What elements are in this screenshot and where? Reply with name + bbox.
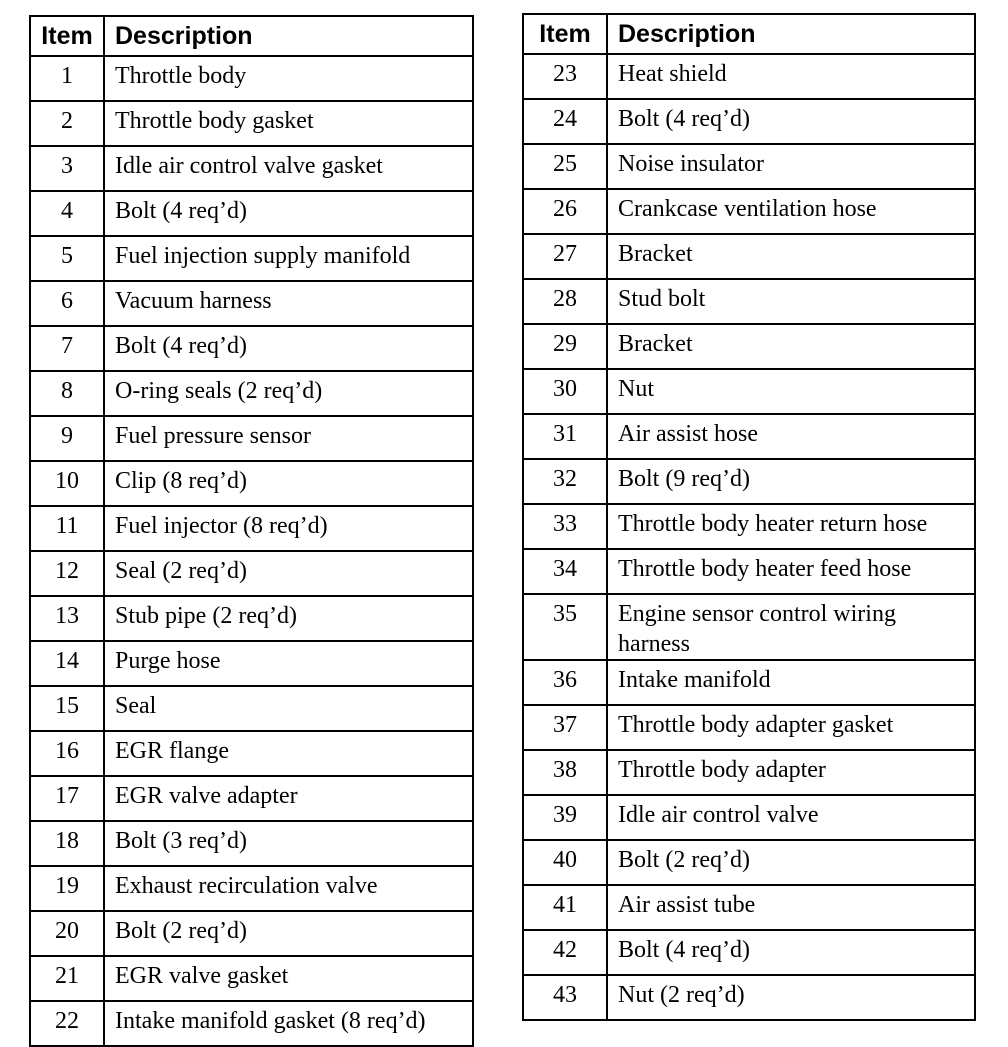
table-row — [30, 641, 473, 686]
item-number-cell: 22 — [30, 1001, 104, 1046]
item-description-cell: EGR valve gasket — [104, 956, 473, 1001]
item-description-cell: EGR valve adapter — [104, 776, 473, 821]
item-description-cell: Bolt (4 req’d) — [104, 326, 473, 371]
table-row — [523, 279, 975, 324]
item-description-cell: Bracket — [607, 324, 975, 369]
table-row — [30, 281, 473, 326]
item-description-cell: Bolt (4 req’d) — [607, 99, 975, 144]
item-description-cell: Crankcase ventilation hose — [607, 189, 975, 234]
table-row — [523, 840, 975, 885]
table-row — [523, 594, 975, 660]
item-description-cell: Throttle body heater return hose — [607, 504, 975, 549]
table-row — [523, 885, 975, 930]
table-row — [30, 776, 473, 821]
item-number-cell: 13 — [30, 596, 104, 641]
item-number-cell: 1 — [30, 56, 104, 101]
item-description-cell: Exhaust recirculation valve — [104, 866, 473, 911]
item-description-cell: Throttle body gasket — [104, 101, 473, 146]
item-description-cell: Engine sensor control wiring harness — [607, 594, 975, 660]
table-row — [523, 750, 975, 795]
table-row — [523, 369, 975, 414]
item-number-cell: 9 — [30, 416, 104, 461]
item-number-cell: 25 — [523, 144, 607, 189]
table-row — [30, 326, 473, 371]
item-description-cell: Bolt (4 req’d) — [607, 930, 975, 975]
table-row — [30, 551, 473, 596]
item-number-cell: 11 — [30, 506, 104, 551]
table-row — [523, 795, 975, 840]
parts-table-right — [522, 13, 976, 1021]
item-description-cell: Intake manifold — [607, 660, 975, 705]
item-description-cell: Fuel pressure sensor — [104, 416, 473, 461]
item-number-cell: 37 — [523, 705, 607, 750]
parts-table-right-body — [523, 54, 975, 1020]
table-row — [523, 705, 975, 750]
table-row — [30, 821, 473, 866]
item-number-cell: 31 — [523, 414, 607, 459]
item-number-cell: 2 — [30, 101, 104, 146]
item-number-cell: 38 — [523, 750, 607, 795]
item-number-cell: 30 — [523, 369, 607, 414]
item-description-cell: Seal (2 req’d) — [104, 551, 473, 596]
item-number-cell: 32 — [523, 459, 607, 504]
item-description-cell: Fuel injection supply manifold — [104, 236, 473, 281]
item-number-cell: 26 — [523, 189, 607, 234]
item-description-cell: Seal — [104, 686, 473, 731]
item-number-cell: 35 — [523, 594, 607, 660]
item-number-cell: 29 — [523, 324, 607, 369]
item-description-cell: Bolt (4 req’d) — [104, 191, 473, 236]
table-row — [523, 459, 975, 504]
description-column-header: Description — [104, 16, 473, 56]
item-number-cell: 28 — [523, 279, 607, 324]
table-row — [523, 660, 975, 705]
table-row — [30, 596, 473, 641]
item-number-cell: 39 — [523, 795, 607, 840]
table-row — [523, 975, 975, 1020]
item-number-cell: 42 — [523, 930, 607, 975]
table-row — [30, 731, 473, 776]
item-number-cell: 23 — [523, 54, 607, 99]
item-description-cell: Clip (8 req’d) — [104, 461, 473, 506]
parts-table-left-body — [30, 56, 473, 1046]
table-row — [523, 144, 975, 189]
table-row — [30, 191, 473, 236]
item-number-cell: 7 — [30, 326, 104, 371]
table-row — [523, 930, 975, 975]
item-number-cell: 20 — [30, 911, 104, 956]
item-number-cell: 36 — [523, 660, 607, 705]
item-description-cell: Air assist hose — [607, 414, 975, 459]
item-number-cell: 15 — [30, 686, 104, 731]
item-number-cell: 16 — [30, 731, 104, 776]
table-row — [30, 371, 473, 416]
table-header-row — [523, 14, 975, 54]
item-number-cell: 41 — [523, 885, 607, 930]
table-row — [523, 549, 975, 594]
table-row — [30, 236, 473, 281]
parts-table-left — [29, 15, 474, 1047]
item-number-cell: 43 — [523, 975, 607, 1020]
item-number-cell: 10 — [30, 461, 104, 506]
item-description-cell: Throttle body adapter gasket — [607, 705, 975, 750]
item-description-cell: Fuel injector (8 req’d) — [104, 506, 473, 551]
table-row — [523, 504, 975, 549]
item-number-cell: 6 — [30, 281, 104, 326]
item-description-cell: Stud bolt — [607, 279, 975, 324]
table-row — [30, 146, 473, 191]
item-description-cell: Bolt (2 req’d) — [104, 911, 473, 956]
item-number-cell: 19 — [30, 866, 104, 911]
item-description-cell: Bracket — [607, 234, 975, 279]
item-description-cell: EGR flange — [104, 731, 473, 776]
item-number-cell: 33 — [523, 504, 607, 549]
table-row — [30, 911, 473, 956]
item-description-cell: O-ring seals (2 req’d) — [104, 371, 473, 416]
item-number-cell: 34 — [523, 549, 607, 594]
item-description-cell: Noise insulator — [607, 144, 975, 189]
item-number-cell: 5 — [30, 236, 104, 281]
item-description-cell: Throttle body adapter — [607, 750, 975, 795]
item-description-cell: Bolt (2 req’d) — [607, 840, 975, 885]
table-row — [30, 56, 473, 101]
item-column-header: Item — [30, 16, 104, 56]
table-row — [30, 506, 473, 551]
item-number-cell: 40 — [523, 840, 607, 885]
item-description-cell: Nut (2 req’d) — [607, 975, 975, 1020]
description-column-header: Description — [607, 14, 975, 54]
item-number-cell: 14 — [30, 641, 104, 686]
item-description-cell: Throttle body — [104, 56, 473, 101]
item-description-cell: Idle air control valve gasket — [104, 146, 473, 191]
item-number-cell: 27 — [523, 234, 607, 279]
item-description-cell: Throttle body heater feed hose — [607, 549, 975, 594]
table-row — [523, 54, 975, 99]
table-row — [30, 1001, 473, 1046]
item-number-cell: 3 — [30, 146, 104, 191]
table-row — [30, 461, 473, 506]
table-row — [30, 956, 473, 1001]
table-row — [30, 686, 473, 731]
item-number-cell: 18 — [30, 821, 104, 866]
item-number-cell: 12 — [30, 551, 104, 596]
item-number-cell: 8 — [30, 371, 104, 416]
table-row — [523, 189, 975, 234]
table-row — [30, 416, 473, 461]
item-description-cell: Intake manifold gasket (8 req’d) — [104, 1001, 473, 1046]
table-row — [30, 101, 473, 146]
item-description-cell: Purge hose — [104, 641, 473, 686]
table-row — [523, 99, 975, 144]
item-description-cell: Vacuum harness — [104, 281, 473, 326]
item-number-cell: 4 — [30, 191, 104, 236]
table-row — [523, 414, 975, 459]
item-number-cell: 21 — [30, 956, 104, 1001]
table-row — [523, 234, 975, 279]
item-description-cell: Stub pipe (2 req’d) — [104, 596, 473, 641]
item-number-cell: 17 — [30, 776, 104, 821]
table-row — [523, 324, 975, 369]
item-description-cell: Heat shield — [607, 54, 975, 99]
item-description-cell: Nut — [607, 369, 975, 414]
item-description-cell: Idle air control valve — [607, 795, 975, 840]
item-description-cell: Air assist tube — [607, 885, 975, 930]
table-header-row — [30, 16, 473, 56]
table-row — [30, 866, 473, 911]
item-number-cell: 24 — [523, 99, 607, 144]
item-description-cell: Bolt (3 req’d) — [104, 821, 473, 866]
item-column-header: Item — [523, 14, 607, 54]
item-description-cell: Bolt (9 req’d) — [607, 459, 975, 504]
